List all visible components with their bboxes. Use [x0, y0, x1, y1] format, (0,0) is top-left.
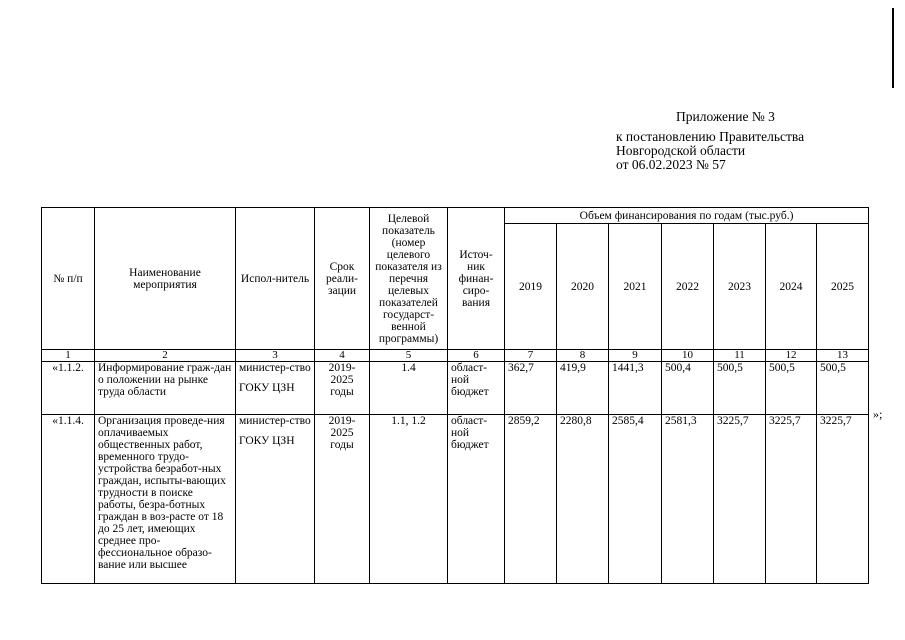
column-number: 5: [370, 350, 448, 362]
column-number: 3: [236, 350, 315, 362]
row-source: област-ной бюджет: [448, 362, 505, 415]
table-row: [42, 415, 869, 584]
header-row: [42, 208, 869, 224]
row-value: 1441,3: [609, 362, 662, 415]
header-term: Срок реали-зации: [315, 208, 370, 350]
row-term: 2019-2025 годы: [315, 362, 370, 415]
header-year: 2019: [505, 224, 557, 350]
row-executor-ministry: министер-ство: [239, 362, 311, 374]
column-number: 13: [817, 350, 869, 362]
row-value: 500,4: [662, 362, 714, 415]
header-year: 2025: [817, 224, 869, 350]
row-value: 362,7: [505, 362, 557, 415]
row-number: «1.1.2.: [42, 362, 95, 415]
column-number: 8: [557, 350, 609, 362]
row-value: 419,9: [557, 362, 609, 415]
row-value: 500,5: [714, 362, 766, 415]
column-number: 12: [766, 350, 817, 362]
row-name: Информирование граж-дан о положении на рынке труда области: [95, 362, 236, 415]
column-number-row: [42, 350, 869, 362]
row-executor-center: ГОКУ ЦЗН: [239, 382, 295, 394]
column-number: 9: [609, 350, 662, 362]
header-year: 2024: [766, 224, 817, 350]
row-value: 3225,7: [714, 415, 766, 584]
header-name: Наименование мероприятия: [95, 208, 236, 350]
row-value: 2581,3: [662, 415, 714, 584]
row-executor-center: ГОКУ ЦЗН: [239, 435, 295, 447]
row-executor: [236, 362, 315, 415]
column-number: 4: [315, 350, 370, 362]
row-value: 2585,4: [609, 415, 662, 584]
appendix-line-1: к постановлению Правительства: [616, 129, 805, 144]
column-number: 7: [505, 350, 557, 362]
row-term: 2019-2025 годы: [315, 415, 370, 584]
appendix-title: Приложение № 3: [676, 109, 775, 124]
header-year: 2021: [609, 224, 662, 350]
header-executor: Испол-нитель: [236, 208, 315, 350]
row-name: Организация проведе-ния оплачиваемых общественных работ, временного трудо-устройства безработ-ных граждан, испыты-вающих трудности в поиске работы, безра-ботных граждан в воз-расте от 18 до 25 лет, имеющих среднее про-фессиональное образо-вание или высшее: [95, 415, 236, 584]
row-indicator: 1.1, 1.2: [370, 415, 448, 584]
row-executor-ministry: министер-ство: [239, 415, 311, 427]
column-number: 10: [662, 350, 714, 362]
row-value: 2280,8: [557, 415, 609, 584]
column-number: 2: [95, 350, 236, 362]
appendix-line-3: от 06.02.2023 № 57: [616, 157, 726, 172]
header-num: № п/п: [42, 208, 95, 350]
row-value: 2859,2: [505, 415, 557, 584]
closing-quote-mark: »;: [873, 407, 883, 421]
row-number: «1.1.4.: [42, 415, 95, 584]
header-year: 2020: [557, 224, 609, 350]
row-value: 500,5: [817, 362, 869, 415]
row-indicator: 1.4: [370, 362, 448, 415]
row-source: област-ной бюджет: [448, 415, 505, 584]
header-year: 2022: [662, 224, 714, 350]
header-source: Источ-ник финан-сиро-вания: [448, 208, 505, 350]
header-indicator: Целевой показатель (номер целевого показателя из перечня целевых показателей государст-венной программы): [370, 208, 448, 350]
page-edge-line: [892, 8, 894, 88]
appendix-header: [616, 110, 804, 172]
row-value: 500,5: [766, 362, 817, 415]
row-executor: [236, 415, 315, 584]
table-row: [42, 362, 869, 415]
column-number: 1: [42, 350, 95, 362]
row-value: 3225,7: [817, 415, 869, 584]
appendix-line-2: Новгородской области: [616, 143, 746, 158]
funding-table: [41, 207, 869, 584]
header-year: 2023: [714, 224, 766, 350]
row-value: 3225,7: [766, 415, 817, 584]
header-funding: Объем финансирования по годам (тыс.руб.): [505, 208, 869, 224]
column-number: 6: [448, 350, 505, 362]
column-number: 11: [714, 350, 766, 362]
